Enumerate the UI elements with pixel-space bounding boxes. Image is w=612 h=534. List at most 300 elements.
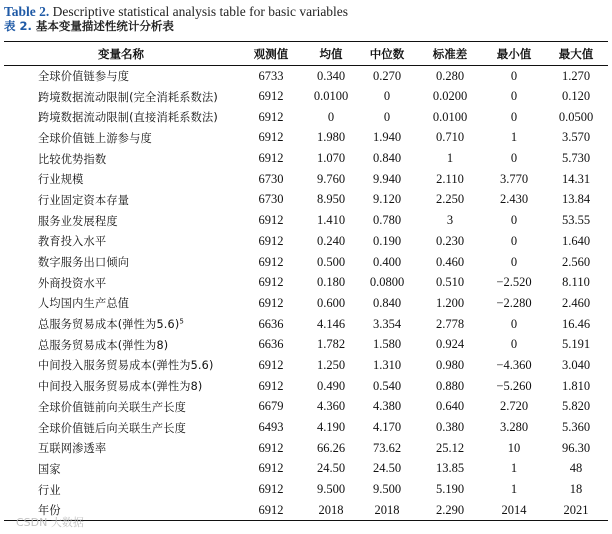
table-label-english: Table 2. <box>4 4 50 19</box>
cell-min <box>484 252 544 273</box>
cell-text: 6912 <box>258 151 284 166</box>
cell-max <box>544 66 608 87</box>
table-caption-chinese <box>4 19 174 34</box>
cell-text: 跨境数据流动限制(直接消耗系数法) <box>38 111 218 125</box>
table-row <box>4 479 608 500</box>
cell-median <box>358 252 416 273</box>
cell-mean <box>304 272 358 293</box>
cell-max <box>544 293 608 314</box>
table-row <box>4 500 608 521</box>
cell-text: 24.50 <box>372 461 402 476</box>
cell-text: 66.26 <box>316 440 346 455</box>
cell-max <box>544 231 608 252</box>
cell-text: 6912 <box>258 482 284 497</box>
cell-text: 0.710 <box>435 130 465 145</box>
cell-text: 1.250 <box>316 357 346 372</box>
cell-text: 0.180 <box>316 275 346 290</box>
cell-max <box>544 107 608 128</box>
cell-min <box>484 376 544 397</box>
cell-text: 2.560 <box>561 254 591 269</box>
cell-variable-name <box>4 334 238 355</box>
header-max: 最大值 <box>558 46 594 61</box>
cell-variable-name <box>4 169 238 190</box>
cell-median <box>358 231 416 252</box>
cell-mean <box>304 128 358 149</box>
cell-text: 0.640 <box>435 399 465 414</box>
cell-variable-name <box>4 479 238 500</box>
cell-text: 2018 <box>374 502 400 517</box>
cell-min <box>484 107 544 128</box>
cell-observations <box>238 128 304 149</box>
cell-text: 96.30 <box>561 440 591 455</box>
cell-text: 1 <box>510 130 518 145</box>
cell-variable-name <box>4 355 238 376</box>
cell-max <box>544 355 608 376</box>
cell-min <box>484 417 544 438</box>
cell-min <box>484 479 544 500</box>
cell-text: 1 <box>510 482 518 497</box>
cell-text: 4.360 <box>316 399 346 414</box>
cell-text: 9.760 <box>316 171 346 186</box>
header-median: 中位数 <box>369 46 405 61</box>
cell-text: 0.880 <box>435 378 465 393</box>
cell-median <box>358 397 416 418</box>
cell-text: 0.540 <box>372 378 402 393</box>
cell-text: 外商投资水平 <box>38 276 107 290</box>
cell-text: 6493 <box>258 420 284 435</box>
cell-max <box>544 128 608 149</box>
cell-std-dev <box>416 272 484 293</box>
cell-median <box>358 128 416 149</box>
cell-text: 1.070 <box>316 151 346 166</box>
cell-text: 教育投入水平 <box>38 235 107 249</box>
cell-text: 4.380 <box>372 399 402 414</box>
cell-observations <box>238 272 304 293</box>
cell-observations <box>238 397 304 418</box>
cell-observations <box>238 376 304 397</box>
cell-text: 0 <box>510 151 518 166</box>
cell-text: 3 <box>446 213 454 228</box>
cell-median <box>358 376 416 397</box>
table-row <box>4 107 608 128</box>
cell-std-dev <box>416 190 484 211</box>
cell-text: 0.270 <box>372 68 402 83</box>
cell-text: 0.840 <box>372 151 402 166</box>
cell-median <box>358 190 416 211</box>
cell-median <box>358 314 416 335</box>
cell-text: 6912 <box>258 213 284 228</box>
cell-text: 0 <box>510 213 518 228</box>
cell-text: 0 <box>510 89 518 104</box>
cell-text: 9.120 <box>372 192 402 207</box>
cell-mean <box>304 459 358 480</box>
cell-mean <box>304 169 358 190</box>
cell-text: 5.820 <box>561 399 591 414</box>
cell-text: 0 <box>510 109 518 124</box>
cell-observations <box>238 107 304 128</box>
cell-text: 行业规模 <box>38 173 84 187</box>
cell-text: 年份 <box>38 504 61 518</box>
cell-observations <box>238 169 304 190</box>
cell-text: 人均国内生产总值 <box>38 297 130 311</box>
cell-text: 0.400 <box>372 254 402 269</box>
cell-min <box>484 66 544 87</box>
cell-text: 6912 <box>258 233 284 248</box>
cell-mean <box>304 314 358 335</box>
cell-observations <box>238 417 304 438</box>
cell-median <box>358 334 416 355</box>
table-row <box>4 148 608 169</box>
cell-text: 1.270 <box>561 68 591 83</box>
cell-mean <box>304 376 358 397</box>
cell-text: 0 <box>383 109 391 124</box>
cell-median <box>358 210 416 231</box>
cell-std-dev <box>416 500 484 521</box>
cell-observations <box>238 231 304 252</box>
cell-std-dev <box>416 107 484 128</box>
cell-mean <box>304 438 358 459</box>
cell-text: −2.520 <box>496 275 532 290</box>
cell-text: 6636 <box>258 316 284 331</box>
cell-text: 0.460 <box>435 254 465 269</box>
cell-std-dev <box>416 417 484 438</box>
cell-text: 1.782 <box>316 337 346 352</box>
cell-std-dev <box>416 459 484 480</box>
cell-median <box>358 438 416 459</box>
cell-variable-name <box>4 314 238 335</box>
cell-text: 0.780 <box>372 213 402 228</box>
cell-mean <box>304 500 358 521</box>
cell-text: 1.580 <box>372 337 402 352</box>
cell-text: 2.430 <box>499 192 529 207</box>
table-row <box>4 128 608 149</box>
cell-min <box>484 334 544 355</box>
cell-observations <box>238 86 304 107</box>
cell-median <box>358 293 416 314</box>
cell-min <box>484 128 544 149</box>
cell-std-dev <box>416 148 484 169</box>
cell-text: 2.460 <box>561 295 591 310</box>
cell-max <box>544 438 608 459</box>
cell-text: 13.85 <box>435 461 465 476</box>
cell-text: −4.360 <box>496 357 532 372</box>
cell-text: 1.310 <box>372 357 402 372</box>
cell-observations <box>238 293 304 314</box>
cell-variable-name <box>4 459 238 480</box>
cell-max <box>544 86 608 107</box>
cell-text: 2.250 <box>435 192 465 207</box>
cell-std-dev <box>416 86 484 107</box>
table-caption-english <box>4 4 348 19</box>
cell-median <box>358 66 416 87</box>
header-min: 最小值 <box>496 46 532 61</box>
cell-text: −2.280 <box>496 295 532 310</box>
cell-text: 0.240 <box>316 233 346 248</box>
cell-observations <box>238 210 304 231</box>
table-row <box>4 397 608 418</box>
cell-text: 0 <box>510 254 518 269</box>
cell-text: 5.191 <box>561 337 591 352</box>
cell-text: 国家 <box>38 462 61 476</box>
cell-text: 0 <box>510 316 518 331</box>
cell-median <box>358 500 416 521</box>
cell-text: 1.640 <box>561 233 591 248</box>
cell-text: 0.840 <box>372 295 402 310</box>
header-mean: 均值 <box>319 46 343 61</box>
cell-text: 0.600 <box>316 295 346 310</box>
footnote-marker: 5 <box>179 317 185 326</box>
cell-std-dev <box>416 210 484 231</box>
cell-mean <box>304 397 358 418</box>
table-header-row <box>4 42 608 66</box>
cell-text: 行业 <box>38 483 61 497</box>
cell-observations <box>238 355 304 376</box>
cell-observations <box>238 334 304 355</box>
cell-max <box>544 500 608 521</box>
cell-mean <box>304 210 358 231</box>
cell-text: 6912 <box>258 461 284 476</box>
table-row <box>4 293 608 314</box>
cell-median <box>358 148 416 169</box>
cell-variable-name <box>4 128 238 149</box>
cell-variable-name <box>4 190 238 211</box>
cell-max <box>544 417 608 438</box>
cell-text: 6912 <box>258 440 284 455</box>
cell-variable-name <box>4 417 238 438</box>
table-row <box>4 417 608 438</box>
cell-std-dev <box>416 231 484 252</box>
cell-max <box>544 376 608 397</box>
cell-max <box>544 334 608 355</box>
cell-text: −5.260 <box>496 378 532 393</box>
cell-text: 16.46 <box>561 316 591 331</box>
cell-mean <box>304 231 358 252</box>
cell-mean <box>304 86 358 107</box>
cell-text: 0 <box>327 109 335 124</box>
cell-observations <box>238 252 304 273</box>
table-row <box>4 210 608 231</box>
cell-text: 13.84 <box>561 192 591 207</box>
cell-text: 比较优势指数 <box>38 152 107 166</box>
cell-text: 0.230 <box>435 233 465 248</box>
cell-variable-name <box>4 293 238 314</box>
cell-mean <box>304 107 358 128</box>
cell-variable-name <box>4 252 238 273</box>
cell-text: 6733 <box>258 68 284 83</box>
cell-variable-name <box>4 376 238 397</box>
cell-std-dev <box>416 334 484 355</box>
cell-text: 0.0100 <box>313 89 349 104</box>
cell-text: 0 <box>510 68 518 83</box>
cell-text: 0.490 <box>316 378 346 393</box>
cell-text: 0.500 <box>316 254 346 269</box>
cell-text: 0.0100 <box>432 109 468 124</box>
cell-max <box>544 459 608 480</box>
cell-text: 9.500 <box>372 482 402 497</box>
cell-text: 3.770 <box>499 171 529 186</box>
cell-text: 3.040 <box>561 357 591 372</box>
cell-text: 2.778 <box>435 316 465 331</box>
table-row <box>4 459 608 480</box>
cell-variable-name <box>4 66 238 87</box>
table-row <box>4 272 608 293</box>
watermark: CSDN 大数据 <box>16 516 84 529</box>
cell-std-dev <box>416 169 484 190</box>
cell-text: 4.190 <box>316 420 346 435</box>
cell-observations <box>238 66 304 87</box>
header-variable-name: 变量名称 <box>98 46 144 61</box>
cell-mean <box>304 66 358 87</box>
table-row <box>4 86 608 107</box>
cell-text: 全球价值链后向关联生产长度 <box>38 421 187 435</box>
cell-max <box>544 190 608 211</box>
cell-min <box>484 148 544 169</box>
cell-variable-name <box>4 86 238 107</box>
cell-text: 1 <box>510 461 518 476</box>
header-observations: 观测值 <box>253 46 289 61</box>
cell-min <box>484 438 544 459</box>
cell-text: 0.380 <box>435 420 465 435</box>
header-std-dev: 标准差 <box>432 46 468 61</box>
cell-text: 6912 <box>258 275 284 290</box>
cell-text: 4.146 <box>316 316 346 331</box>
cell-max <box>544 210 608 231</box>
cell-text: 9.500 <box>316 482 346 497</box>
table-title-english: Descriptive statistical analysis table for basic variables <box>49 4 349 19</box>
table-title-chinese: 基本变量描述性统计分析表 <box>31 19 174 33</box>
cell-min <box>484 169 544 190</box>
table-label-chinese: 表 2. <box>4 19 32 33</box>
cell-variable-name <box>4 107 238 128</box>
cell-text: 6912 <box>258 502 284 517</box>
cell-text: 6912 <box>258 295 284 310</box>
cell-text: 0.980 <box>435 357 465 372</box>
cell-text: 24.50 <box>316 461 346 476</box>
cell-max <box>544 272 608 293</box>
cell-text: 全球价值链上游参与度 <box>38 131 152 145</box>
table-row <box>4 169 608 190</box>
cell-text: 0.0500 <box>558 109 594 124</box>
cell-text: 3.280 <box>499 420 529 435</box>
cell-text: 2.110 <box>436 171 464 186</box>
table-row <box>4 334 608 355</box>
cell-min <box>484 459 544 480</box>
cell-std-dev <box>416 376 484 397</box>
cell-text: 数字服务出口倾向 <box>38 256 130 270</box>
cell-text: 0.280 <box>435 68 465 83</box>
cell-mean <box>304 417 358 438</box>
cell-mean <box>304 334 358 355</box>
cell-observations <box>238 314 304 335</box>
cell-min <box>484 86 544 107</box>
cell-text: 中间投入服务贸易成本(弹性为8) <box>38 380 203 394</box>
cell-text: 2018 <box>318 502 344 517</box>
cell-mean <box>304 190 358 211</box>
cell-text: 互联网渗透率 <box>38 442 107 456</box>
cell-text: 6912 <box>258 357 284 372</box>
cell-text: 18 <box>569 482 583 497</box>
cell-text: 73.62 <box>372 440 402 455</box>
cell-text: 4.170 <box>372 420 402 435</box>
cell-text: 1 <box>446 151 454 166</box>
cell-text: 1.200 <box>435 295 465 310</box>
cell-mean <box>304 148 358 169</box>
cell-max <box>544 397 608 418</box>
cell-text: 5.730 <box>561 151 591 166</box>
cell-text: 5.360 <box>561 420 591 435</box>
cell-text: 6679 <box>258 399 284 414</box>
cell-min <box>484 272 544 293</box>
cell-text: 总服务贸易成本(弹性为5.6) <box>38 318 180 332</box>
cell-text: 行业固定资本存量 <box>38 193 130 207</box>
cell-observations <box>238 438 304 459</box>
cell-text: 1.940 <box>372 130 402 145</box>
cell-std-dev <box>416 128 484 149</box>
cell-text: 5.190 <box>435 482 465 497</box>
cell-std-dev <box>416 252 484 273</box>
cell-variable-name <box>4 272 238 293</box>
cell-median <box>358 479 416 500</box>
cell-text: 0.190 <box>372 233 402 248</box>
cell-variable-name <box>4 397 238 418</box>
table-body <box>4 66 608 521</box>
cell-min <box>484 210 544 231</box>
cell-text: 0.0800 <box>369 275 405 290</box>
cell-text: 1.980 <box>316 130 346 145</box>
table-row <box>4 314 608 335</box>
table-row <box>4 355 608 376</box>
cell-max <box>544 148 608 169</box>
cell-mean <box>304 293 358 314</box>
cell-max <box>544 314 608 335</box>
cell-text: 8.110 <box>562 275 590 290</box>
cell-mean <box>304 479 358 500</box>
cell-text: 6912 <box>258 109 284 124</box>
cell-median <box>358 86 416 107</box>
cell-text: 0 <box>510 233 518 248</box>
cell-text: 全球价值链参与度 <box>38 70 130 84</box>
cell-observations <box>238 479 304 500</box>
cell-variable-name <box>4 210 238 231</box>
cell-text: 全球价值链前向关联生产长度 <box>38 400 187 414</box>
cell-observations <box>238 148 304 169</box>
cell-text: 3.570 <box>561 130 591 145</box>
cell-max <box>544 169 608 190</box>
cell-text: 6912 <box>258 254 284 269</box>
cell-std-dev <box>416 438 484 459</box>
cell-min <box>484 397 544 418</box>
cell-text: 中间投入服务贸易成本(弹性为5.6) <box>38 359 214 373</box>
cell-variable-name <box>4 231 238 252</box>
cell-text: 3.354 <box>372 316 402 331</box>
descriptive-statistics-table <box>4 41 608 521</box>
cell-median <box>358 107 416 128</box>
cell-min <box>484 314 544 335</box>
table-row <box>4 252 608 273</box>
cell-text: 14.31 <box>561 171 591 186</box>
cell-text: 6912 <box>258 130 284 145</box>
cell-std-dev <box>416 355 484 376</box>
cell-text: 53.55 <box>561 213 591 228</box>
cell-text: 2.720 <box>499 399 529 414</box>
cell-observations <box>238 459 304 480</box>
cell-text: 6730 <box>258 192 284 207</box>
cell-text: 2021 <box>563 502 589 517</box>
cell-text: 10 <box>507 440 521 455</box>
cell-mean <box>304 355 358 376</box>
cell-min <box>484 355 544 376</box>
cell-text: 6730 <box>258 171 284 186</box>
